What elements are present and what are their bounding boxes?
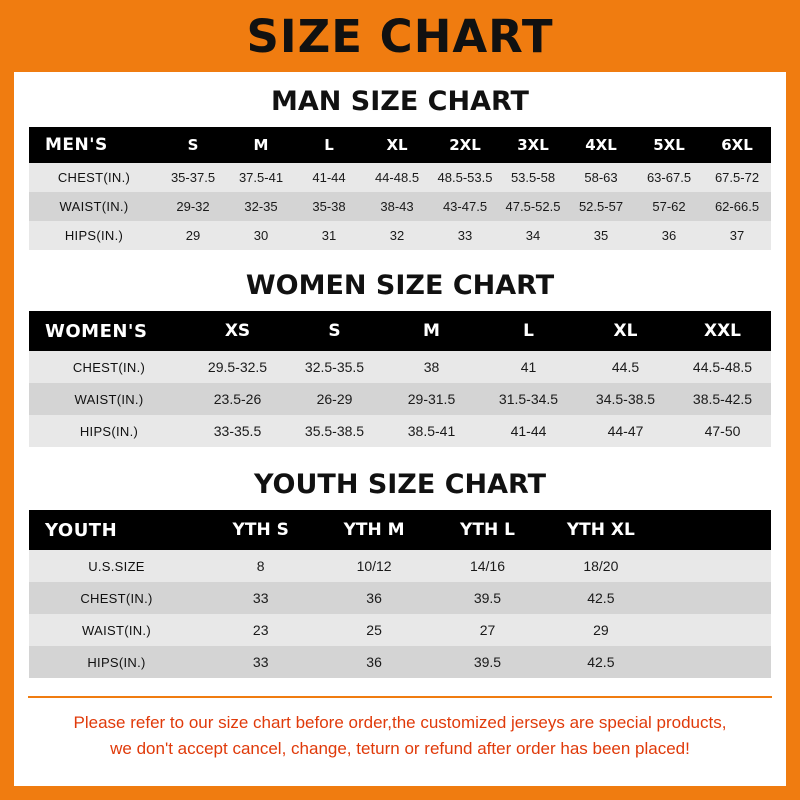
cell: 42.5 xyxy=(544,646,657,678)
cell-spacer xyxy=(658,614,771,646)
cell: 10/12 xyxy=(317,550,430,582)
cell: 52.5-57 xyxy=(567,192,635,221)
column-header: L xyxy=(480,311,577,351)
cell: 39.5 xyxy=(431,582,544,614)
cell: 33 xyxy=(204,582,317,614)
column-header: M xyxy=(383,311,480,351)
section-youth xyxy=(28,469,772,678)
column-header: L xyxy=(295,127,363,163)
cell: 31.5-34.5 xyxy=(480,383,577,415)
cell: 42.5 xyxy=(544,582,657,614)
chart-content xyxy=(14,86,786,678)
column-header: XL xyxy=(577,311,674,351)
column-header: 6XL xyxy=(703,127,771,163)
bottom-border-bar xyxy=(14,786,786,800)
cell: 44-48.5 xyxy=(363,163,431,192)
cell: 37.5-41 xyxy=(227,163,295,192)
footer-line-1: Please refer to our size chart before order,the customized jerseys are special products, xyxy=(73,713,727,732)
column-header: 5XL xyxy=(635,127,703,163)
row-label: CHEST(IN.) xyxy=(29,351,189,383)
row-label: HIPS(IN.) xyxy=(29,646,204,678)
column-header: S xyxy=(159,127,227,163)
column-header: M xyxy=(227,127,295,163)
cell: 44.5-48.5 xyxy=(674,351,771,383)
column-header: S xyxy=(286,311,383,351)
cell: 23 xyxy=(204,614,317,646)
cell: 41-44 xyxy=(480,415,577,447)
page-title: SIZE CHART xyxy=(246,9,554,63)
cell: 48.5-53.5 xyxy=(431,163,499,192)
column-header-spacer xyxy=(658,510,771,550)
column-header: 3XL xyxy=(499,127,567,163)
cell: 34 xyxy=(499,221,567,250)
cell: 26-29 xyxy=(286,383,383,415)
cell: 44.5 xyxy=(577,351,674,383)
cell: 63-67.5 xyxy=(635,163,703,192)
cell: 32-35 xyxy=(227,192,295,221)
cell: 30 xyxy=(227,221,295,250)
cell: 53.5-58 xyxy=(499,163,567,192)
cell: 33 xyxy=(431,221,499,250)
table-row xyxy=(29,415,771,447)
cell: 25 xyxy=(317,614,430,646)
cell: 35-37.5 xyxy=(159,163,227,192)
table-row xyxy=(29,351,771,383)
column-header: YTH XL xyxy=(544,510,657,550)
cell: 18/20 xyxy=(544,550,657,582)
cell: 35 xyxy=(567,221,635,250)
cell: 29.5-32.5 xyxy=(189,351,286,383)
table-row xyxy=(29,550,771,582)
section-title-man: MAN SIZE CHART xyxy=(271,86,529,117)
cell: 37 xyxy=(703,221,771,250)
table-header-row xyxy=(29,311,771,351)
column-header: YTH L xyxy=(431,510,544,550)
cell: 36 xyxy=(317,646,430,678)
cell: 32.5-35.5 xyxy=(286,351,383,383)
table-row xyxy=(29,582,771,614)
cell: 29-32 xyxy=(159,192,227,221)
table-row xyxy=(29,221,771,250)
cell: 29 xyxy=(544,614,657,646)
column-header: XXL xyxy=(674,311,771,351)
row-label: CHEST(IN.) xyxy=(29,582,204,614)
cell: 23.5-26 xyxy=(189,383,286,415)
table-man xyxy=(29,127,771,250)
cell: 14/16 xyxy=(431,550,544,582)
column-header: YTH M xyxy=(317,510,430,550)
column-header: 2XL xyxy=(431,127,499,163)
column-header: XS xyxy=(189,311,286,351)
row-label: WAIST(IN.) xyxy=(29,614,204,646)
section-women xyxy=(28,270,772,447)
row-label: HIPS(IN.) xyxy=(29,221,159,250)
cell: 47.5-52.5 xyxy=(499,192,567,221)
table-row xyxy=(29,192,771,221)
cell: 8 xyxy=(204,550,317,582)
row-label: WAIST(IN.) xyxy=(29,383,189,415)
footer-note xyxy=(28,696,772,761)
table-youth xyxy=(29,510,771,678)
page-banner xyxy=(0,0,800,72)
cell: 41-44 xyxy=(295,163,363,192)
section-title-women: WOMEN SIZE CHART xyxy=(245,270,555,301)
column-header: 4XL xyxy=(567,127,635,163)
cell: 36 xyxy=(635,221,703,250)
cell: 35-38 xyxy=(295,192,363,221)
cell-spacer xyxy=(658,582,771,614)
footer-line-2: we don't accept cancel, change, teturn or refund after order has been placed! xyxy=(110,738,690,758)
cell: 35.5-38.5 xyxy=(286,415,383,447)
section-title-youth: YOUTH SIZE CHART xyxy=(253,469,547,500)
cell: 38.5-42.5 xyxy=(674,383,771,415)
cell-spacer xyxy=(658,550,771,582)
cell: 32 xyxy=(363,221,431,250)
row-header-label: YOUTH xyxy=(29,510,204,550)
cell: 29-31.5 xyxy=(383,383,480,415)
cell: 57-62 xyxy=(635,192,703,221)
row-header-label: WOMEN'S xyxy=(29,311,189,351)
table-row xyxy=(29,383,771,415)
cell: 67.5-72 xyxy=(703,163,771,192)
cell: 29 xyxy=(159,221,227,250)
cell: 38.5-41 xyxy=(383,415,480,447)
cell: 47-50 xyxy=(674,415,771,447)
row-label: HIPS(IN.) xyxy=(29,415,189,447)
cell: 33-35.5 xyxy=(189,415,286,447)
table-women xyxy=(29,311,771,447)
cell: 44-47 xyxy=(577,415,674,447)
cell: 38 xyxy=(383,351,480,383)
row-label: U.S.SIZE xyxy=(29,550,204,582)
cell: 39.5 xyxy=(431,646,544,678)
cell: 34.5-38.5 xyxy=(577,383,674,415)
table-row xyxy=(29,614,771,646)
table-row xyxy=(29,163,771,192)
cell: 38-43 xyxy=(363,192,431,221)
cell: 31 xyxy=(295,221,363,250)
row-label: WAIST(IN.) xyxy=(29,192,159,221)
cell: 58-63 xyxy=(567,163,635,192)
cell: 41 xyxy=(480,351,577,383)
cell: 62-66.5 xyxy=(703,192,771,221)
table-row xyxy=(29,646,771,678)
cell: 43-47.5 xyxy=(431,192,499,221)
row-label: CHEST(IN.) xyxy=(29,163,159,192)
section-man xyxy=(28,86,772,250)
cell: 33 xyxy=(204,646,317,678)
cell: 36 xyxy=(317,582,430,614)
table-header-row xyxy=(29,127,771,163)
table-header-row xyxy=(29,510,771,550)
row-header-label: MEN'S xyxy=(29,127,159,163)
cell-spacer xyxy=(658,646,771,678)
column-header: YTH S xyxy=(204,510,317,550)
column-header: XL xyxy=(363,127,431,163)
cell: 27 xyxy=(431,614,544,646)
